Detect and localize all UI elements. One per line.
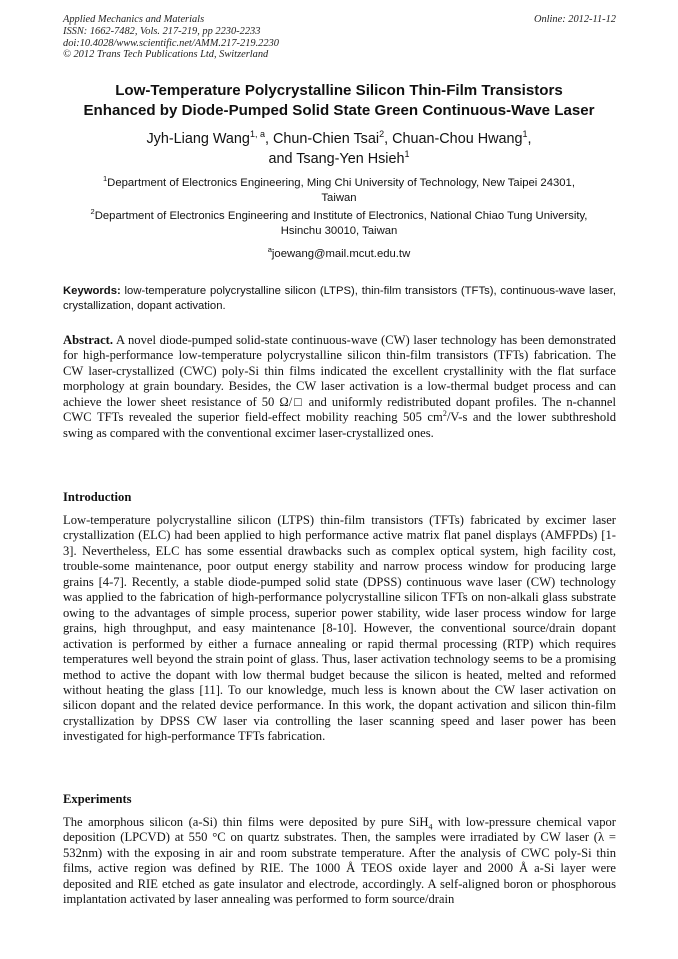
affiliation-text: Department of Electronics Engineering, Ming Chi University of Technology, New Taipei 24301, [107,177,575,189]
journal-name: Applied Mechanics and Materials [63,14,205,25]
author-name: Chun-Chien Tsai [272,131,380,147]
introduction-text: Low-temperature polycrystalline silicon (LTPS) thin-film transistors (TFTs) fabricated by excimer laser crystallization (ELC) had been applied to high performance active matrix flat panel displays (AMFPDs) [1-3]. Nevertheless, ELC has some essential drawbacks such as complex optical system, high facility cost, trouble-some maintenance, poor output energy stability and narrow process window for producing large grains [4-7]. Recently, a stable diode-pumped solid state (DPSS) continuous wave laser (CW) technology was applied to the fabrication of high-performance polycrystalline silicon TFTs on non-alkali glass substrate owing to the advantages of simple process, superior power stability, wide laser process window for large grains, high throughput, and easy maintenance [8-10]. However, the conventional source/drain dopant activation is performed by either a furnace annealing or rapid thermal processing (RTP) which requires temperatures well beyond the strain point of glass. Thus, laser activation technology seems to be a promising method to active the dopant with low thermal budget because the silicon is heated, melted and reformed without heating the glass [11]. To our knowledge, much less is known about the CW laser activation on silicon dopant and the related device performance. In this work, the dopant activation and silicon thin-film crystallization by DPSS CW laser via controlling the laser scanning speed and laser power has been investigated for high-performance TFTs fabrication. [63,513,616,744]
keywords-label: Keywords: [63,285,121,297]
keywords-text: low-temperature polycrystalline silicon (LTPS), thin-film transistors (TFTs), continuous-wave laser, crystallization, dopant activation. [63,285,616,312]
author-sup: 2 [379,129,385,140]
affiliation-2 [58,209,620,239]
author-sep: , [384,131,393,147]
experiments-text [63,815,616,908]
title-line-1: Low-Temperature Polycrystalline Silicon Thin-Film Transistors [115,82,563,99]
email-address[interactable]: joewang@mail.mcut.edu.tw [271,248,411,260]
author-sep: , [527,131,532,147]
title-line-2: Enhanced by Diode-Pumped Solid State Green Continuous-Wave Laser [83,101,595,119]
keywords-block [63,284,616,313]
affiliation-1 [58,176,620,206]
section-heading-introduction: Introduction [63,490,132,504]
abstract-block [63,333,616,441]
author-name: Chuan-Chou Hwang [392,131,523,147]
abstract-label: Abstract. [63,333,114,347]
abstract-text: A novel diode-pumped solid-state continuous-wave (CW) laser technology has been demonstrated for high-performance low-temperature polycrystalline silicon thin-film transistors (TFTs) fabrication. The CW laser-crystallized (CWC) poly-Si thin films indicated the excellent crystallinity with the flat surface morphology at grain boundary. Besides, the CW laser activation is a low-thermal budget process and can achieve the lower sheet resistance of 50 Ω/□ and uniformly redistributed dopant profiles. The n-channel CWC TFTs revealed the superior field-effect mobility reaching 505 cm [63,333,616,425]
author-name: Jyh-Liang Wang [146,131,250,147]
journal-header [63,14,616,61]
doi-line: doi:10.4028/www.scientific.net/AMM.217-219.2230 [63,37,279,49]
experiments-text-part: The amorphous silicon (a-Si) thin films were deposited by pure SiH [63,815,429,829]
abstract-text-end: /V-s and the lower subthreshold swing as compared with the conventional excimer laser-crystallized ones. [63,410,617,440]
issn-line: ISSN: 1662-7482, Vols. 217-219, pp 2230-2233 [63,25,261,37]
email-sup: a [267,245,272,255]
section-heading-experiments: Experiments [63,792,132,806]
contact-email [58,247,620,262]
affiliation-sup: 2 [90,207,95,217]
copyright-line: © 2012 Trans Tech Publications Ltd, Switzerland [63,49,269,61]
affiliation-sup: 1 [103,174,108,184]
author-sup: 1 [404,148,410,159]
online-date: Online: 2012-11-12 [533,14,616,25]
author-sup: 1, a [249,129,265,140]
affiliation-text: Department of Electronics Engineering and Institute of Electronics, National Chiao Tung University, [94,210,588,222]
affiliation-text-line-2: Hsinchu 30010, Taiwan [280,225,398,238]
author-list [40,130,638,169]
author-sup: 1 [522,129,528,140]
author-sep: , [264,131,273,147]
experiments-sub: 4 [428,822,433,832]
author-name: and Tsang-Yen Hsieh [268,150,405,167]
experiments-text-part: with low-pressure chemical vapor deposition (LPCVD) at 550 °C on quartz substrates. Then, the samples were irradiated by CW laser (λ = 532nm) with the exposing in air and room substrate temperature. After the analysis of CWC poly-Si thin films, active region was defined by RIE. The 1000 Å TEOS oxide layer and 2000 Å a-Si layer were deposited and RIE etched as gate insulator and electrode, accordingly. A self-aligned boron or phosphorous implantation activated by laser annealing was performed to form source/drain [63,815,617,907]
abstract-sup: 2 [442,409,447,419]
paper-title [40,81,638,120]
affiliation-text-line-2: Taiwan [321,192,357,205]
